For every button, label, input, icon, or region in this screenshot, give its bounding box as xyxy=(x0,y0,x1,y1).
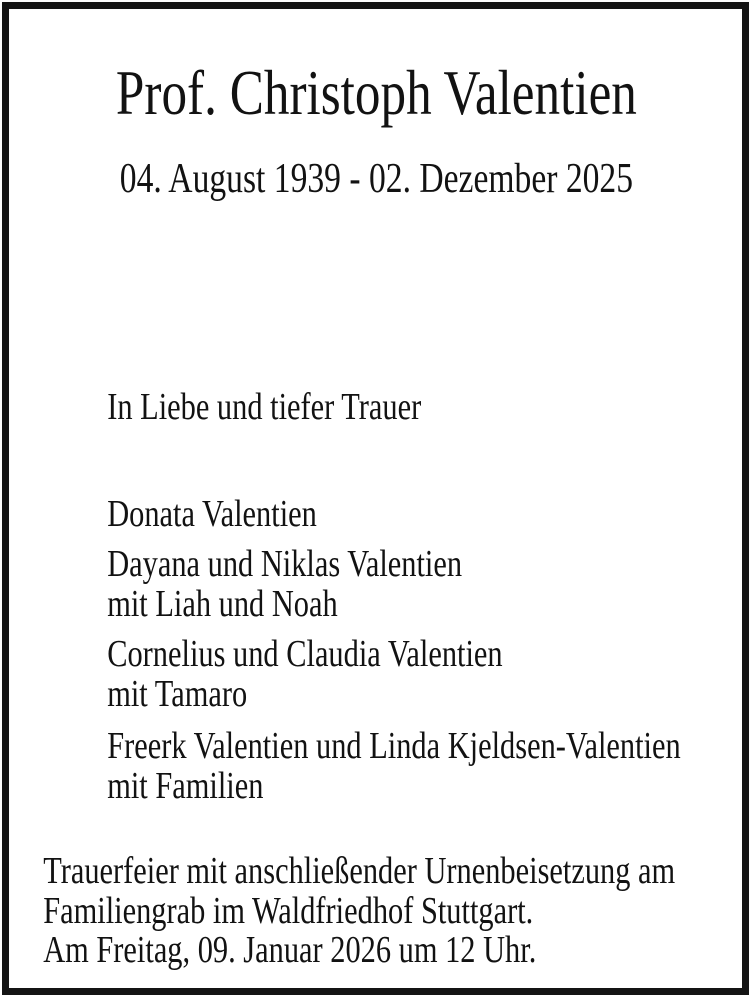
service-line: Trauerfeier mit anschließender Urnenbeisetzung am xyxy=(43,850,676,892)
life-dates: 04. August 1939 - 02. Dezember 2025 xyxy=(119,156,634,202)
mourner-line: mit Liah und Noah xyxy=(107,583,338,625)
mourner-line: Freerk Valentien und Linda Kjeldsen-Valentien xyxy=(107,725,681,767)
mourner-line: Dayana und Niklas Valentien xyxy=(107,543,463,585)
mourner-line: Cornelius und Claudia Valentien xyxy=(107,633,503,675)
mourner-line: mit Familien xyxy=(107,765,264,807)
mourning-intro-line: In Liebe und tiefer Trauer xyxy=(107,386,422,428)
mourner-group xyxy=(107,494,317,534)
mourner-group xyxy=(107,544,462,624)
deceased-name-title: Prof. Christoph Valentien xyxy=(115,57,637,128)
service-line: Am Freitag, 09. Januar 2026 um 12 Uhr. xyxy=(43,929,537,971)
mourner-group xyxy=(107,634,502,714)
mourner-line: mit Tamaro xyxy=(107,673,248,715)
mourner-line: Donata Valentien xyxy=(107,493,317,535)
service-line: Familiengrab im Waldfriedhof Stuttgart. xyxy=(43,889,534,932)
service-announcement xyxy=(43,852,675,971)
mourner-group xyxy=(107,726,681,806)
